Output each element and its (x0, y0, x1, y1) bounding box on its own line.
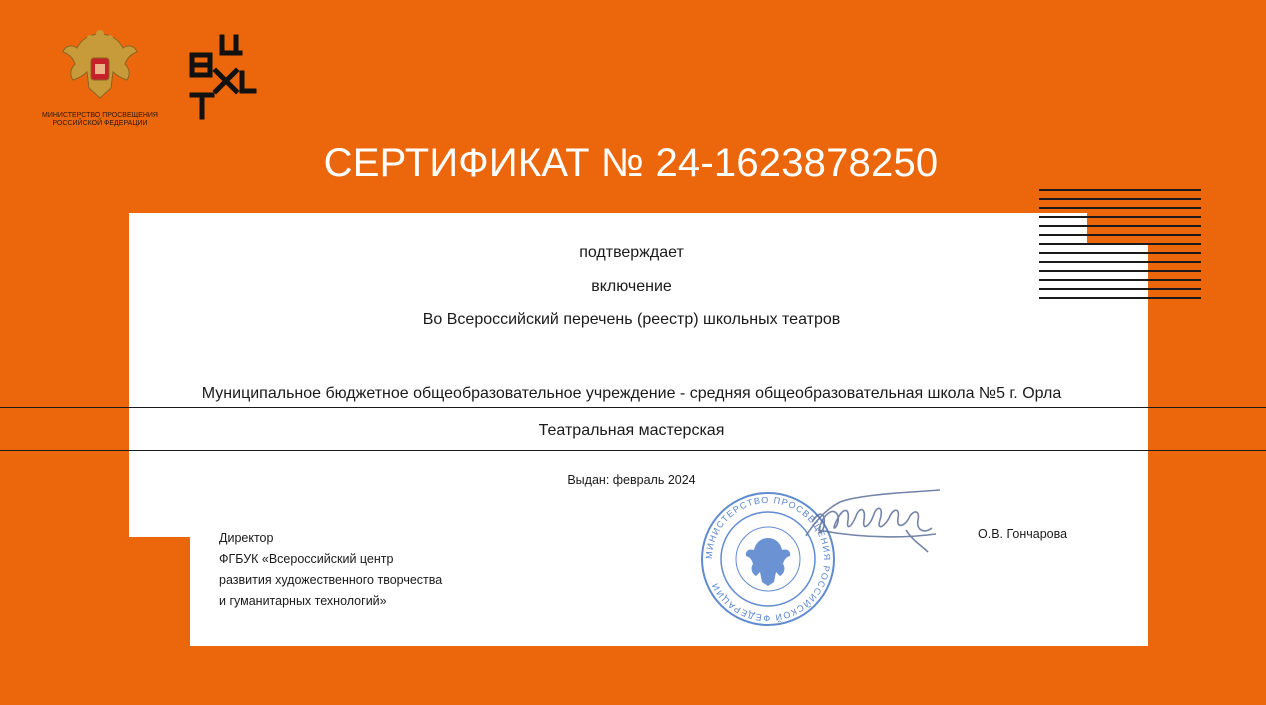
registry-text: Во Всероссийский перечень (реестр) школьных театров (422, 311, 841, 328)
ministry-name (35, 112, 165, 128)
ministry-name-line1: МИНИСТЕРСТВО ПРОСВЕЩЕНИЯ (42, 112, 158, 119)
svg-text:МИНИСТЕРСТВО ПРОСВЕЩЕНИЯ РОССИ: МИНИСТЕРСТВО ПРОСВЕЩЕНИЯ РОССИЙСКОЙ ФЕДЕРАЦИИ (703, 494, 833, 624)
ministry-logo (35, 28, 165, 134)
certificate-title: СЕРТИФИКАТ № 24-1623878250 (323, 141, 939, 185)
institution-name: Муниципальное бюджетное общеобразовательное учреждение - средняя общеобразовательная школа №5 г. Орла (201, 385, 1062, 402)
signatory-org-line1: ФГБУК «Всероссийский центр (219, 552, 394, 566)
divider-line (0, 450, 1266, 451)
eagle-emblem-icon (59, 28, 141, 104)
confirms-text: подтверждает (579, 244, 684, 261)
signatory-position: Директор (219, 531, 274, 545)
official-stamp (700, 486, 950, 632)
issue-date: Выдан: февраль 2024 (567, 473, 696, 487)
cvht-logo (188, 33, 258, 121)
theatre-name: Театральная мастерская (538, 422, 725, 439)
signatory-org-line3: и гуманитарных технологий» (219, 594, 387, 608)
signatory-block (219, 528, 442, 612)
divider-line (0, 407, 1266, 408)
signatory-org-line2: развития художественного творчества (219, 573, 443, 587)
inclusion-text: включение (591, 278, 672, 295)
ministry-name-line2: РОССИЙСКОЙ ФЕДЕРАЦИИ (52, 120, 148, 127)
signatory-name: О.В. Гончарова (978, 527, 1068, 541)
